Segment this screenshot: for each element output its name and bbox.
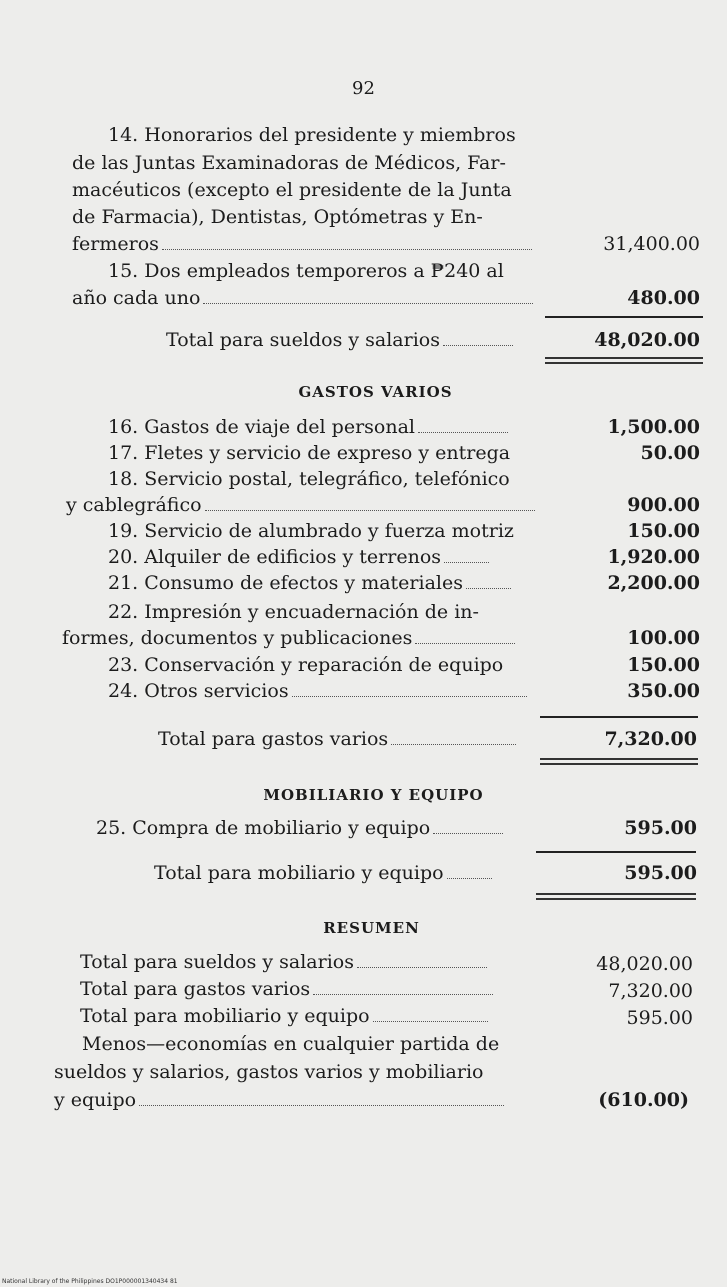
section-heading-gastos: GASTOS VARIOS (298, 383, 453, 401)
item-14-line-2: de las Juntas Examinadoras de Médicos, Far- (72, 152, 506, 174)
item-18-line-2 (66, 493, 535, 517)
item-24-amount: 350.00 (627, 680, 700, 702)
page-number: 92 (352, 78, 375, 99)
resumen-sueldos-label: Total para sueldos y salarios (80, 951, 354, 973)
leader-dots (443, 331, 513, 346)
leader-dots (205, 496, 535, 511)
item-19-amount: 150.00 (627, 520, 700, 542)
resumen-gastos-amount: 7,320.00 (608, 980, 693, 1002)
item-16-amount: 1,500.00 (607, 416, 700, 438)
total-mobiliario-amount: 595.00 (624, 862, 697, 884)
item-16-label: 16. Gastos de viaje del personal (108, 416, 415, 438)
item-20-line (108, 545, 489, 569)
total-double-rule (540, 758, 698, 765)
resumen-economias-amount: (610.00) (598, 1089, 689, 1111)
leader-dots (162, 235, 532, 250)
total-gastos-label-line (158, 727, 516, 751)
item-18-amount: 900.00 (627, 494, 700, 516)
item-15-line-1: 15. Dos empleados temporeros a ₱240 al (108, 260, 504, 282)
resumen-gastos-label: Total para gastos varios (80, 978, 311, 1000)
resumen-line-4b: sueldos y salarios, gastos varios y mobiliario (54, 1061, 484, 1083)
item-20-label: 20. Alquiler de edificios y terrenos (108, 546, 442, 568)
item-24-line (108, 679, 527, 703)
item-15-label-end: año cada uno (72, 287, 201, 309)
item-25-amount: 595.00 (624, 817, 697, 839)
total-mobiliario-label: Total para mobiliario y equipo (154, 862, 444, 884)
item-18-line-1: 18. Servicio postal, telegráfico, telefónico (108, 468, 510, 490)
total-sueldos-amount: 48,020.00 (594, 329, 700, 351)
leader-dots (203, 289, 533, 304)
total-double-rule (545, 357, 703, 364)
total-sueldos-label: Total para sueldos y salarios (166, 329, 440, 351)
item-22-line-1: 22. Impresión y encuadernación de in- (108, 601, 479, 623)
leader-dots (433, 819, 503, 834)
resumen-line-3 (80, 1004, 488, 1028)
item-14-line-3: macéuticos (excepto el presidente de la Junta (72, 179, 512, 201)
item-23-amount: 150.00 (627, 654, 700, 676)
resumen-mobiliario-label: Total para mobiliario y equipo (80, 1005, 370, 1027)
section-heading-mobiliario: MOBILIARIO Y EQUIPO (263, 786, 484, 804)
item-15-line-2 (72, 286, 533, 310)
leader-dots (415, 629, 515, 644)
item-14-label-end: fermeros (72, 233, 159, 255)
item-23-line: 23. Conservación y reparación de equipo (108, 654, 504, 676)
item-17-line: 17. Fletes y servicio de expreso y entrega (108, 442, 511, 464)
leader-dots (313, 980, 493, 995)
leader-dots (373, 1007, 488, 1022)
subtotal-rule (545, 316, 703, 318)
scan-footer: National Library of the Philippines DO1P000001340434 81 (2, 1278, 178, 1285)
total-gastos-amount: 7,320.00 (604, 728, 697, 750)
resumen-line-4c (54, 1088, 504, 1112)
leader-dots (292, 682, 527, 697)
item-25-line (96, 816, 503, 840)
leader-dots (466, 574, 511, 589)
item-14-line-5 (72, 232, 532, 256)
total-mobiliario-label-line (154, 861, 492, 885)
resumen-line-1 (80, 950, 487, 974)
item-14-line-1: 14. Honorarios del presidente y miembros (108, 124, 516, 146)
item-20-amount: 1,920.00 (607, 546, 700, 568)
resumen-line-2 (80, 977, 493, 1001)
resumen-sueldos-amount: 48,020.00 (596, 953, 693, 975)
item-22-label-end: formes, documentos y publicaciones (62, 627, 413, 649)
leader-dots (447, 864, 492, 879)
item-25-label: 25. Compra de mobiliario y equipo (96, 817, 431, 839)
section-heading-resumen: RESUMEN (323, 919, 420, 937)
item-19-line: 19. Servicio de alumbrado y fuerza motriz (108, 520, 514, 542)
item-21-amount: 2,200.00 (607, 572, 700, 594)
subtotal-rule (540, 716, 698, 718)
total-gastos-label: Total para gastos varios (158, 728, 389, 750)
item-15-amount: 480.00 (627, 287, 700, 309)
subtotal-rule (536, 851, 696, 853)
leader-dots (444, 548, 489, 563)
item-14-line-4: de Farmacia), Dentistas, Optómetras y En- (72, 206, 483, 228)
item-24-label: 24. Otros servicios (108, 680, 289, 702)
resumen-line-4a: Menos—economías en cualquier partida de (82, 1033, 500, 1055)
item-21-label: 21. Consumo de efectos y materiales (108, 572, 463, 594)
item-16-line (108, 415, 508, 439)
resumen-mobiliario-amount: 595.00 (626, 1007, 693, 1029)
item-22-line-2 (62, 626, 515, 650)
leader-dots (139, 1091, 504, 1106)
item-22-amount: 100.00 (627, 627, 700, 649)
item-17-amount: 50.00 (640, 442, 700, 464)
item-21-line (108, 571, 511, 595)
leader-dots (418, 418, 508, 433)
item-18-label-end: y cablegráfico (66, 494, 202, 516)
leader-dots (391, 730, 516, 745)
leader-dots (357, 953, 487, 968)
total-sueldos-label-line (166, 328, 513, 352)
item-14-amount: 31,400.00 (603, 233, 700, 255)
total-double-rule (536, 893, 696, 900)
resumen-economias-label-end: y equipo (54, 1089, 137, 1111)
